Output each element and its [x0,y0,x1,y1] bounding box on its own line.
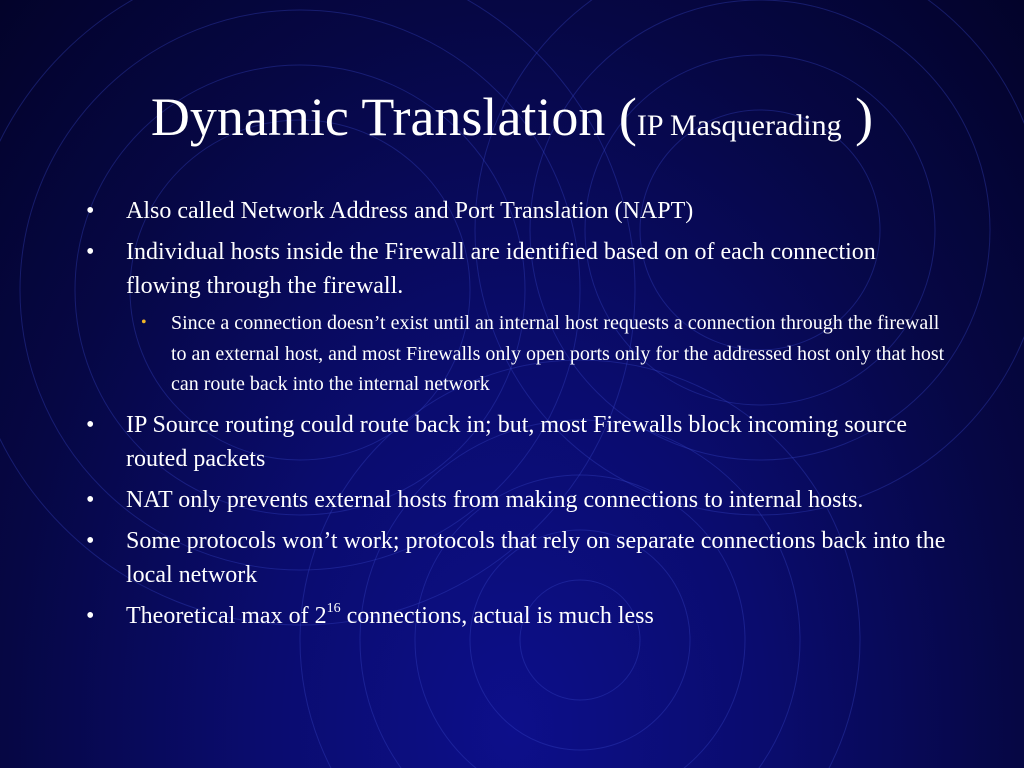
bullet-dot: • [86,527,95,554]
bullet-text: Individual hosts inside the Firewall are identified based on of each connection flowing through the firewall. [126,239,876,299]
sub-bullet-dot: • [141,314,147,331]
bullet-text: Some protocols won’t work; protocols that rely on separate connections back into the local network [126,527,946,588]
bullet-item [86,524,946,592]
bullet-item [86,408,946,476]
bullet-dot: • [86,602,95,629]
title-subtitle: IP Masquerading [636,109,842,142]
slide-title [0,82,1024,161]
bullet-text-after: connections, actual is much less [340,602,654,629]
bullet-dot: • [86,411,95,438]
sub-bullet-item [126,308,946,400]
sub-bullet-list [126,308,946,400]
bullet-text: NAT only prevents external hosts from making connections to internal hosts. [126,486,864,513]
title-close: ) [841,87,874,147]
bullet-dot: • [86,198,95,224]
bullet-text: Also called Network Address and Port Translation (NAPT) [126,198,694,224]
bullet-item [86,235,946,400]
bullet-item [86,194,946,228]
bullet-list [86,194,946,640]
bullet-text-before: Theoretical max of 2 [126,602,327,629]
title-main: Dynamic Translation ( [150,87,637,147]
bullet-text: IP Source routing could route back in; but, most Firewalls block incoming source routed packets [126,411,907,472]
bullet-dot: • [86,239,95,265]
bullet-dot: • [86,486,95,513]
sub-bullet-text: Since a connection doesn’t exist until an internal host requests a connection through the firewall to an external host, and most Firewalls only open ports only for the addressed host only that host can route back into the internal network [171,312,945,395]
exponent: 16 [326,600,341,616]
bullet-item [86,599,946,633]
bullet-item [86,483,946,517]
